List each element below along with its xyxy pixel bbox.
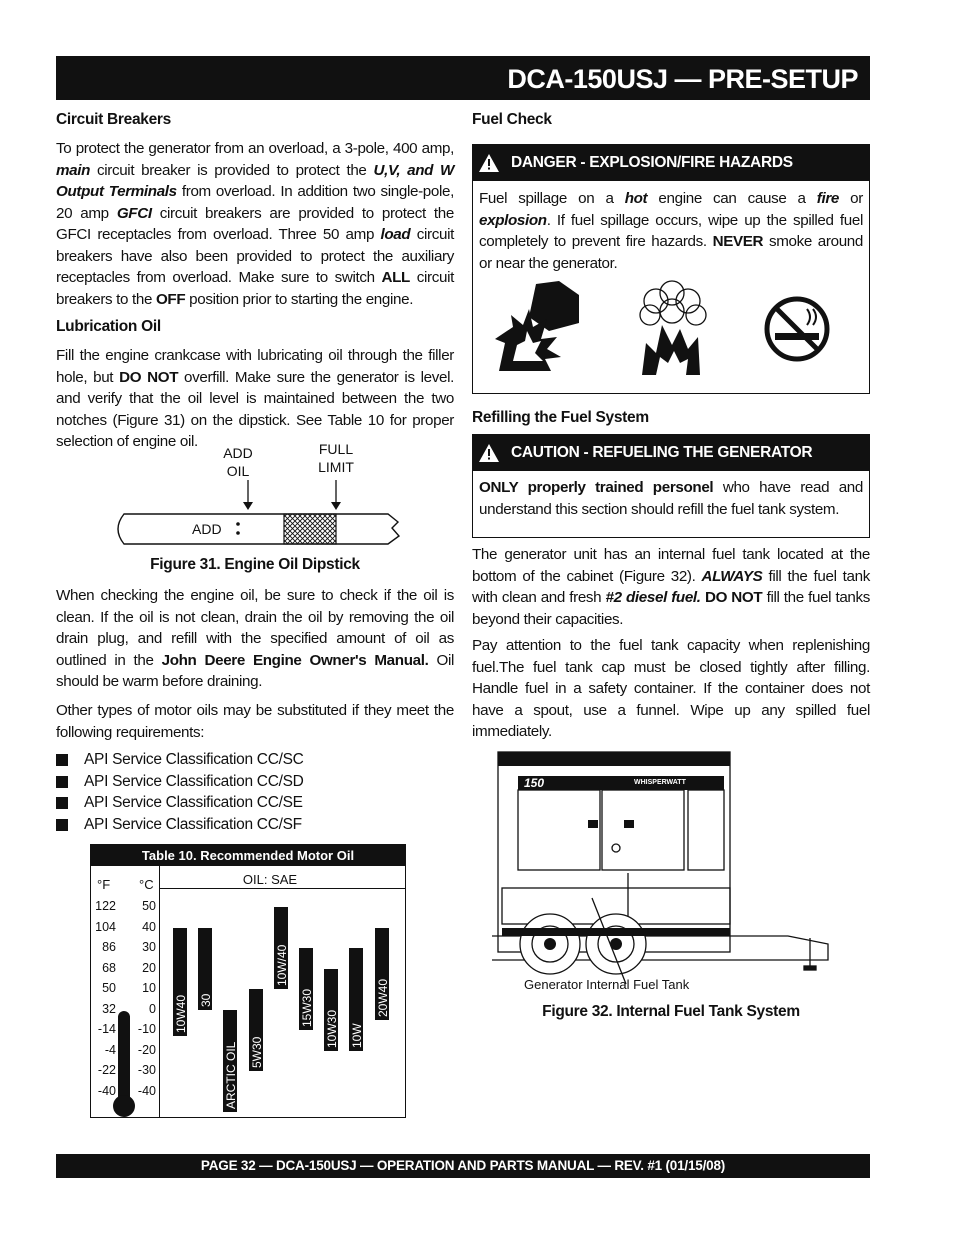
caution-paragraph: ONLY properly trained personel who have read and understand this section should refill the fuel tank system.: [479, 479, 863, 518]
celsius-tick: -10: [137, 1022, 156, 1036]
page-title: DCA-150USJ — PRE-SETUP: [507, 64, 858, 94]
fire-icon: [628, 279, 718, 379]
dipstick-figure: [110, 436, 410, 551]
fahrenheit-tick: 68: [102, 960, 116, 975]
oil-check-paragraph: When checking the engine oil, be sure to check if the oil is clean. If the oil is not clean, drain the oil by removing the oil drain plug, and refill with the specified amount of oil as outlined in the John Deere Engine Owner's Manual. Oil should be warm before draining.: [56, 587, 454, 690]
page-footer: [56, 1154, 870, 1178]
thermometer-bulb: [113, 1095, 135, 1117]
celsius-tick: -40: [137, 1083, 156, 1098]
table-title: Table 10. Recommended Motor Oil: [91, 845, 405, 866]
caution-bar: [473, 435, 869, 471]
oil-bar-label: 10W/40: [274, 944, 289, 986]
celsius-tick: 30: [142, 940, 156, 954]
warning-icon: [479, 444, 499, 462]
celsius-tick: -30: [137, 1063, 156, 1077]
other-oils-paragraph: Other types of motor oils may be substituted if they meet the following requirements:: [56, 702, 454, 741]
oil-bar-label: 10W: [350, 1022, 365, 1048]
fuel-capacity-paragraph: Pay attention to the fuel tank capacity when replenishing fuel.The fuel tank cap must be closed tightly after filling. Handle fuel in a safety container. If the container does not have a spout, use a funnel. Wipe up any spilled fuel immediately.: [472, 637, 870, 740]
dipstick-drawing: [110, 436, 410, 551]
oil-bar-label: 20W40: [375, 978, 390, 1017]
fahrenheit-tick: 50: [102, 981, 116, 995]
danger-title: DANGER - EXPLOSION/FIRE HAZARDS: [511, 154, 793, 171]
fuel-tank-paragraph: The generator unit has an internal fuel tank located at the bottom of the cabinet (Figure 32). ALWAYS fill the fuel tank with clean and fresh #2 diesel fuel. DO NOT fill the fuel tanks beyond their capacities.: [472, 546, 871, 628]
oil-bar-label: 10W30: [325, 1009, 340, 1048]
generator-brand-logo: WHISPERWATT: [634, 779, 686, 786]
warning-icon: [479, 154, 499, 172]
fahrenheit-tick: 32: [102, 1001, 116, 1016]
add-oil-label: ADD OIL: [223, 445, 253, 479]
figure-31-caption: Figure 31. Engine Oil Dipstick: [150, 556, 360, 573]
caution-title: CAUTION - REFUELING THE GENERATOR: [511, 444, 813, 461]
api-classification-list: [56, 749, 454, 835]
table-divider: [159, 888, 405, 889]
fahrenheit-tick: 122: [95, 899, 116, 913]
celsius-tick: 40: [142, 919, 156, 934]
fahrenheit-tick: 104: [95, 919, 116, 934]
oil-sae-label: OIL: SAE: [242, 872, 298, 887]
no-smoking-icon: [763, 295, 831, 363]
circuit-breakers-paragraph: To protect the generator from an overload, a 3-pole, 400 amp, main circuit breaker is provided to protect the U,V, and W Output Terminals from overload. In addition two single-pole, 20 amp GFCI circuit breakers are provided to protect the GFCI receptacles from overload. Three 50 amp load circuit breakers have also been provided to protect the auxiliary receptacles from overload. Make sure to switch ALL circuit breakers to the OFF position prior to starting the engine.: [56, 140, 454, 308]
celsius-tick: 50: [142, 899, 156, 913]
footer-text: PAGE 32 — DCA-150USJ — OPERATION AND PARTS MANUAL — REV. #1 (01/15/08): [200, 1158, 726, 1173]
oil-bar-label: 30: [199, 993, 214, 1007]
celsius-label: °C: [139, 877, 154, 892]
celsius-tick: 10: [142, 981, 156, 995]
list-item: API Service Classification CC/SE: [56, 792, 454, 814]
oil-bar-label: 5W30: [249, 1036, 264, 1068]
celsius-tick: 20: [142, 960, 156, 975]
explosion-icon: [491, 279, 586, 375]
fahrenheit-tick: -22: [97, 1063, 116, 1077]
fahrenheit-tick: -40: [97, 1083, 116, 1098]
fuel-check-heading: Fuel Check: [472, 111, 552, 128]
page-header: [56, 56, 870, 100]
oil-bar-label: 15W30: [300, 988, 314, 1027]
fahrenheit-tick: 86: [102, 940, 116, 954]
fuel-tank-callout: Generator Internal Fuel Tank: [524, 977, 690, 992]
fahrenheit-tick: -4: [104, 1042, 116, 1057]
danger-bar: [473, 145, 869, 181]
motor-oil-table: [90, 844, 406, 1118]
oil-bar-label: ARCTIC OIL: [224, 1041, 239, 1109]
oil-bar-label: 10W40: [174, 995, 188, 1034]
figure-32-caption: Figure 32. Internal Fuel Tank System: [542, 1003, 800, 1020]
dipstick-add-text: ADD: [192, 521, 222, 537]
fahrenheit-tick: -14: [97, 1022, 116, 1036]
lubrication-oil-paragraph: Fill the engine crankcase with lubricating oil through the filler hole, but DO NOT overfill. Make sure the generator is level. and verify that the oil level is maintained between the two notches (Figure 31) on the dipstick. See Table 10 for proper selection of engine oil.: [56, 347, 454, 450]
list-item: API Service Classification CC/SC: [56, 749, 454, 771]
table-divider: [159, 866, 160, 1117]
full-limit-label: FULL LIMIT: [318, 441, 354, 475]
list-item: API Service Classification CC/SF: [56, 814, 454, 836]
caution-box: [472, 434, 870, 538]
generator-figure: [488, 748, 848, 996]
fahrenheit-label: °F: [97, 877, 111, 892]
refilling-heading: Refilling the Fuel System: [472, 409, 649, 426]
celsius-tick: -20: [137, 1042, 156, 1057]
circuit-breakers-heading: Circuit Breakers: [56, 111, 171, 128]
list-item: API Service Classification CC/SD: [56, 771, 454, 793]
danger-paragraph: Fuel spillage on a hot engine can cause a fire or explosion. If fuel spillage occurs, wipe up the spilled fuel completely to prevent fire hazards. NEVER smoke around or near the generator.: [479, 190, 863, 272]
celsius-tick: 0: [149, 1001, 156, 1016]
danger-box: [472, 144, 870, 394]
lubrication-oil-heading: Lubrication Oil: [56, 318, 161, 335]
thermometer-icon: [118, 1011, 130, 1103]
generator-model-label: 150: [524, 776, 545, 790]
